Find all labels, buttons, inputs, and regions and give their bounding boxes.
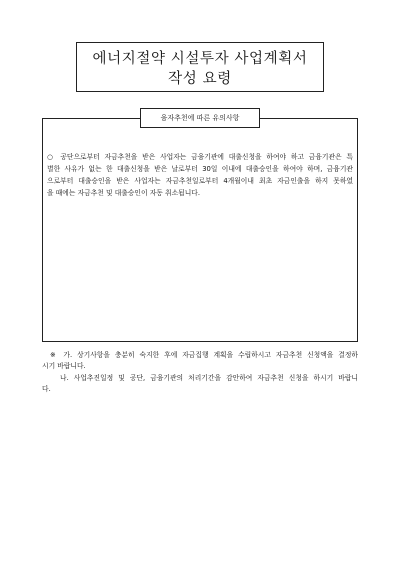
notice-text-line: ○ 공단으로부터 자금추천을 받은 사업자는 금융기관에 대출신청을 하여야 하고 금융기관은 특 <box>47 153 353 161</box>
notice-heading: 융자추천에 따른 유의사항 <box>140 108 260 128</box>
remark-line: 시기 바랍니다. <box>42 362 86 370</box>
notice-text-line: 을 때에는 자금추천 및 대출승인이 자동 취소됩니다. <box>47 189 201 197</box>
remark-line: 다. <box>42 385 51 393</box>
notice-text-line: 으로부터 대출승인을 받은 사업자는 자금추천일로부터 4개월이내 최초 자금인출을 하지 못하였 <box>47 177 353 185</box>
remark-line: 나. 사업추진일정 및 공단, 금융기관의 처리기간을 감안하여 자금추천 신청을 하시기 바랍니 <box>60 374 358 382</box>
document-subtitle: 작성 요령 <box>168 71 232 87</box>
document-title: 에너지절약 시설투자 사업계획서 <box>92 51 308 67</box>
remark-line: ※ 가. 상기사항을 충분히 숙지한 후에 자금집행 계획을 수립하시고 자금추천 신청액을 결정하 <box>50 351 358 359</box>
notice-text-line: 별한 사유가 없는 한 대출신청을 받은 날로부터 30일 이내에 대출승인을 하여야 하며, 금융기관 <box>47 165 353 173</box>
document-title-box <box>76 42 324 92</box>
